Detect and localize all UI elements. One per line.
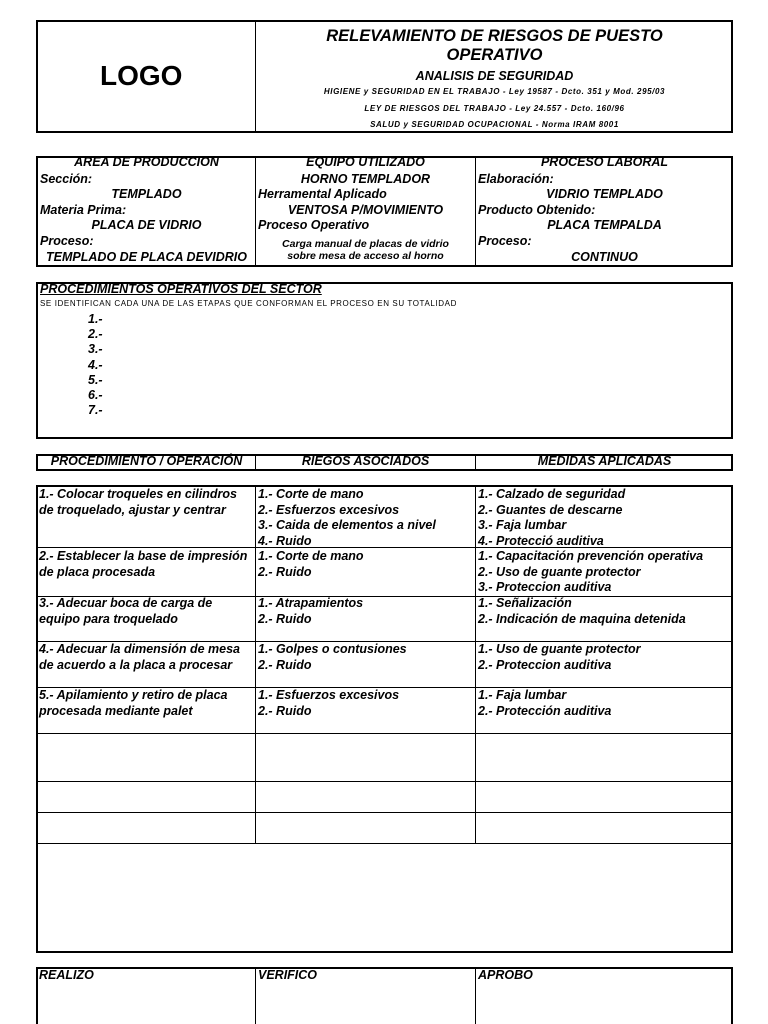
op-line: de placa procesada <box>39 564 156 579</box>
law-line-2: LEY DE RIESGOS DEL TRABAJO - Ley 24.557 - Dcto. 160/96 <box>364 104 625 113</box>
riesgos-cell <box>258 688 399 719</box>
proceso-operativo-label: Proceso Operativo <box>258 218 370 232</box>
proceso-value-1: TEMPLADO DE PLACA DEVIDRIO <box>46 250 247 264</box>
riesgos-cell <box>258 596 363 627</box>
op-line: de acuerdo a la placa a procesar <box>39 657 233 672</box>
header-medidas: MEDIDAS APLICADAS <box>537 454 672 468</box>
proceso-laboral-header: PROCESO LABORAL <box>540 155 669 169</box>
riesgo-line: 2.- Ruido <box>258 611 312 626</box>
procedures-title: PROCEDIMIENTOS OPERATIVOS DEL SECTOR <box>40 282 322 296</box>
signature-left-border <box>36 967 38 1024</box>
medida-line: 1.- Capacitación prevención operativa <box>478 549 704 563</box>
signature-divider-1 <box>255 967 256 1024</box>
elaboracion-label: Elaboración: <box>478 172 554 186</box>
table-divider-2 <box>475 485 476 843</box>
procedures-subtitle: SE IDENTIFICAN CADA UNA DE LAS ETAPAS QUE CONFORMAN EL PROCESO EN SU TOTALIDAD <box>40 299 457 308</box>
signature-verifico: VERIFICO <box>258 968 318 982</box>
procedures-steps <box>88 312 103 418</box>
table-row <box>39 596 212 627</box>
signature-realizo: REALIZO <box>39 968 94 982</box>
medida-line: 3.- Faja lumbar <box>478 518 567 532</box>
seccion-label: Sección: <box>40 172 93 186</box>
proceso-operativo-line-1: Carga manual de placas de vidrio <box>282 238 449 250</box>
signature-divider-2 <box>475 967 476 1024</box>
step-item: 5.- <box>88 372 103 387</box>
table-row <box>39 549 247 580</box>
header-procedimiento: PROCEDIMIENTO / OPERACIÓN <box>50 454 243 468</box>
proceso-operativo-line-2: sobre mesa de acceso al horno <box>287 250 444 262</box>
law-line-1: HIGIENE y SEGURIDAD EN EL TRABAJO - Ley 19587 - Dcto. 351 y Mod. 295/03 <box>323 87 666 96</box>
seccion-value: TEMPLADO <box>111 187 182 201</box>
document-subtitle: ANALISIS DE SEGURIDAD <box>415 69 574 83</box>
title-line-2: OPERATIVO <box>446 46 543 64</box>
proceso-label-3: Proceso: <box>478 234 532 248</box>
op-line: equipo para troquelado <box>39 611 178 626</box>
medida-line: 2.- Protección auditiva <box>478 703 612 718</box>
equipo-utilizado-header: EQUIPO UTILIZADO <box>306 155 425 169</box>
step-item: 6.- <box>88 388 103 403</box>
proceso-label-1: Proceso: <box>40 234 94 248</box>
producto-obtenido-value: PLACA TEMPALDA <box>547 218 662 232</box>
table-row <box>39 642 240 673</box>
medidas-cell <box>478 642 641 673</box>
medidas-cell <box>478 549 703 596</box>
op-line: 1.- Colocar troqueles en cilindros <box>39 487 237 501</box>
medida-line: 1.- Uso de guante protector <box>478 642 641 656</box>
medida-line: 2.- Guantes de descarne <box>478 502 623 517</box>
signature-aprobo: APROBO <box>478 968 533 982</box>
riesgo-line: 3.- Caida de elementos a nivel <box>258 518 436 532</box>
medida-line: 4.- Protecció auditiva <box>478 533 604 548</box>
elaboracion-value: VIDRIO TEMPLADO <box>546 187 663 201</box>
materia-prima-value: PLACA DE VIDRIO <box>91 218 202 232</box>
table-row <box>39 688 227 719</box>
header-riesgos: RIEGOS ASOCIADOS <box>301 454 430 468</box>
op-line: 5.- Apilamiento y retiro de placa <box>39 688 228 702</box>
area-produccion-header: AREA DE PRODUCCION <box>74 155 219 169</box>
riesgo-line: 1.- Corte de mano <box>258 487 364 501</box>
row-line <box>36 781 733 782</box>
medida-line: 2.- Proteccion auditiva <box>478 657 612 672</box>
logo: LOGO <box>100 60 183 91</box>
medida-line: 1.- Calzado de seguridad <box>478 487 626 501</box>
step-item: 4.- <box>88 357 103 372</box>
herramental-value: VENTOSA P/MOVIMIENTO <box>287 203 444 217</box>
medida-line: 2.- Uso de guante protector <box>478 564 641 579</box>
row-line <box>36 812 733 813</box>
step-item: 2.- <box>88 327 103 342</box>
op-line: procesada mediante palet <box>39 703 193 718</box>
medida-line: 2.- Indicación de maquina detenida <box>478 611 686 626</box>
herramental-label: Herramental Aplicado <box>258 187 387 201</box>
producto-obtenido-label: Producto Obtenido: <box>478 203 596 217</box>
row-line <box>36 843 733 844</box>
signature-right-border <box>731 967 733 1024</box>
riesgo-line: 1.- Golpes o contusiones <box>258 642 407 656</box>
riesgo-line: 2.- Ruido <box>258 564 312 579</box>
equipo-value: HORNO TEMPLADOR <box>300 172 431 186</box>
riesgo-line: 2.- Ruido <box>258 703 312 718</box>
title-line-1: RELEVAMIENTO DE RIESGOS DE PUESTO <box>326 27 663 45</box>
medida-line: 1.- Señalización <box>478 596 572 610</box>
op-line: 4.- Adecuar la dimensión de mesa <box>39 642 240 656</box>
medidas-cell <box>478 688 611 719</box>
riesgo-line: 1.- Atrapamientos <box>258 596 364 610</box>
riesgo-line: 4.- Ruido <box>258 533 312 548</box>
row-line <box>36 733 733 734</box>
riesgo-line: 2.- Esfuerzos excesivos <box>258 502 400 517</box>
step-item: 7.- <box>88 403 103 418</box>
op-line: de troquelado, ajustar y centrar <box>39 502 226 517</box>
table-row <box>39 487 237 518</box>
proceso-value-3: CONTINUO <box>571 250 638 264</box>
riesgos-cell <box>258 549 364 580</box>
medida-line: 3.- Proteccion auditiva <box>478 580 612 594</box>
signature-top-line <box>36 967 733 969</box>
document-title <box>256 27 733 65</box>
step-item: 1.- <box>88 312 103 326</box>
riesgo-line: 2.- Ruido <box>258 657 312 672</box>
materia-prima-label: Materia Prima: <box>40 203 127 217</box>
table-divider-1 <box>255 485 256 843</box>
riesgos-cell <box>258 642 407 673</box>
riesgos-cell <box>258 487 436 549</box>
law-line-3: SALUD y SEGURIDAD OCUPACIONAL - Norma IRAM 8001 <box>370 120 619 129</box>
step-item: 3.- <box>88 342 103 357</box>
riesgo-line: 1.- Esfuerzos excesivos <box>258 688 400 702</box>
medidas-cell <box>478 487 625 549</box>
medida-line: 1.- Faja lumbar <box>478 688 567 702</box>
riesgo-line: 1.- Corte de mano <box>258 549 364 563</box>
medidas-cell <box>478 596 686 627</box>
op-line: 2.- Establecer la base de impresión <box>39 549 248 563</box>
op-line: 3.- Adecuar boca de carga de <box>39 596 213 610</box>
